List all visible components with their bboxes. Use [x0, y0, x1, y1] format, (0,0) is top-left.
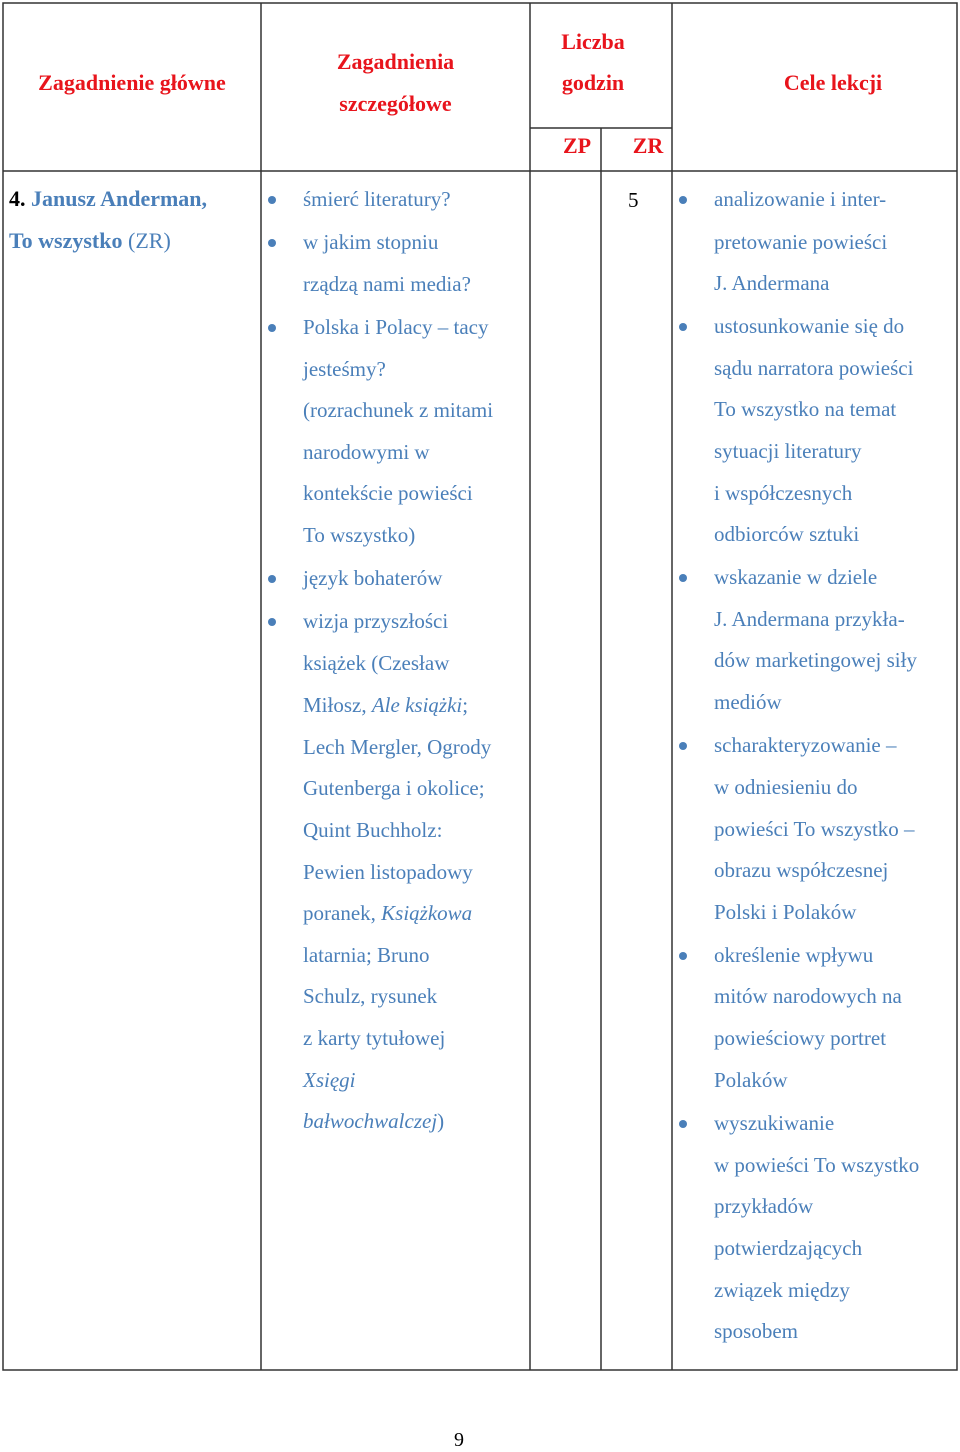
header-detail-line2: szczegółowe — [339, 91, 452, 116]
goal-item: powieściowy portret — [714, 1026, 887, 1050]
detail-text: poranek, — [303, 901, 382, 925]
detail-item: kontekście powieści — [303, 481, 473, 505]
detail-text: ) — [437, 1109, 445, 1133]
goal-item: i współczesnych — [714, 481, 853, 505]
bullet-icon — [679, 742, 687, 750]
main-topic-suffix: (ZR) — [128, 228, 171, 253]
detail-item: Schulz, rysunek — [303, 984, 438, 1008]
detail-item — [303, 1111, 444, 1132]
detail-item: rządzą nami media? — [303, 272, 471, 296]
bullet-icon — [679, 952, 687, 960]
goal-item: ustosunkowanie się do — [714, 314, 905, 338]
goal-item: scharakteryzowanie – — [714, 733, 897, 757]
goal-item: powieści To wszystko – — [714, 817, 915, 841]
goal-item: potwierdzających — [714, 1236, 863, 1260]
goal-item: Polaków — [714, 1068, 788, 1092]
bullet-icon — [268, 239, 276, 247]
header-detail-line1: Zagadnienia — [336, 49, 455, 74]
detail-item: Lech Mergler, Ogrody — [303, 735, 492, 759]
goal-item: związek między — [714, 1278, 850, 1302]
detail-text: ; — [462, 693, 469, 717]
hours-zp-value: 5 — [628, 188, 639, 212]
header-hours-line1: Liczba — [561, 29, 625, 54]
bullet-icon — [679, 574, 687, 582]
detail-item: Pewien listopadowy — [303, 860, 473, 884]
goal-item: określenie wpływu — [714, 943, 874, 967]
detail-item: latarnia; Bruno — [303, 943, 430, 967]
goal-item: dów marketingowej siły — [714, 648, 917, 672]
detail-item: książek (Czesław — [303, 651, 450, 675]
bullet-icon — [268, 196, 276, 204]
main-topic-line2 — [9, 230, 171, 251]
header-hours-line2: godzin — [561, 70, 625, 95]
detail-item: z karty tytułowej — [303, 1026, 446, 1050]
detail-text: Miłosz, — [303, 693, 372, 717]
detail-item: Polska i Polacy – tacy — [303, 315, 489, 339]
header-main: Zagadnienie główne — [38, 70, 226, 95]
detail-item: w jakim stopniu — [303, 230, 439, 254]
bullet-icon — [679, 323, 687, 331]
bullet-icon — [679, 1120, 687, 1128]
goal-item: mitów narodowych na — [714, 984, 902, 1008]
bullet-icon — [268, 575, 276, 583]
bullet-icon — [679, 196, 687, 204]
main-topic-title: To wszystko — [9, 228, 123, 253]
goal-item: w odniesieniu do — [714, 775, 858, 799]
goal-item: sytuacji literatury — [714, 439, 862, 463]
page-number: 9 — [454, 1429, 464, 1451]
goal-item: sposobem — [714, 1319, 798, 1343]
detail-item: jesteśmy? — [303, 357, 386, 381]
main-topic-line1 — [9, 188, 207, 209]
goal-item: J. Andermana — [714, 271, 830, 295]
detail-item — [303, 695, 468, 716]
header-zp: ZP — [562, 133, 592, 158]
goal-item: analizowanie i inter- — [714, 187, 887, 211]
detail-item: Quint Buchholz: — [303, 818, 443, 842]
detail-item: Xsięgi — [303, 1068, 356, 1092]
goal-item: sądu narratora powieści — [714, 356, 914, 380]
detail-item: narodowymi w — [303, 440, 430, 464]
detail-italic-title: Książkowa — [381, 901, 473, 925]
detail-italic-title: Ale książki — [371, 693, 463, 717]
detail-item: (rozrachunek z mitami — [303, 398, 494, 422]
detail-item: Gutenberga i okolice; — [303, 776, 485, 800]
goal-item: wskazanie w dziele — [714, 565, 878, 589]
goal-item: przykładów — [714, 1194, 814, 1218]
goal-item: mediów — [714, 690, 782, 714]
detail-item: śmierć literatury? — [303, 187, 451, 211]
main-topic-author: Janusz Anderman, — [31, 186, 208, 211]
goal-item: odbiorców sztuki — [714, 522, 860, 546]
goal-item: Polski i Polaków — [714, 900, 857, 924]
goal-item: w powieści To wszystko — [714, 1153, 920, 1177]
goal-item: obrazu współczesnej — [714, 858, 889, 882]
detail-item — [303, 903, 472, 924]
goal-item: wyszukiwanie — [714, 1111, 835, 1135]
detail-item: wizja przyszłości — [303, 609, 449, 633]
detail-item: język bohaterów — [303, 566, 443, 590]
goal-item: To wszystko na temat — [714, 397, 897, 421]
main-topic-number: 4. — [9, 186, 26, 211]
goal-item: J. Andermana przykła- — [714, 607, 905, 631]
bullet-icon — [268, 618, 276, 626]
header-goals: Cele lekcji — [783, 70, 883, 95]
goal-item: pretowanie powieści — [714, 230, 888, 254]
bullet-icon — [268, 324, 276, 332]
header-zr: ZR — [632, 133, 664, 158]
detail-italic-title: bałwochwalczej — [303, 1109, 438, 1133]
detail-item: To wszystko) — [303, 523, 416, 547]
